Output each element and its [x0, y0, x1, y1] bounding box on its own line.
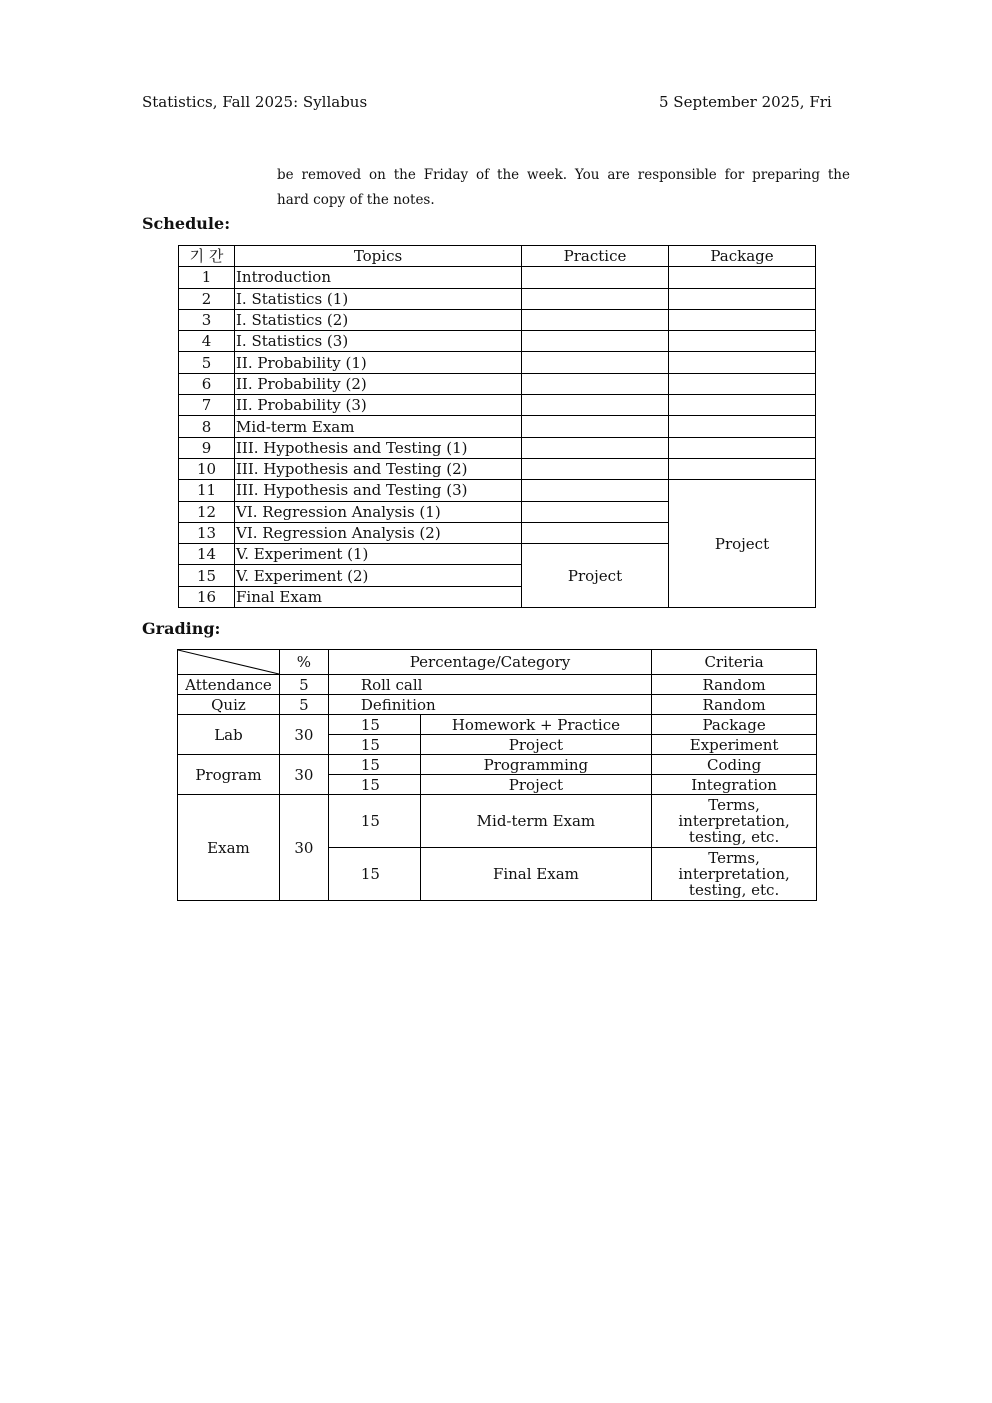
practice-cell — [522, 395, 669, 416]
week-number: 4 — [179, 331, 235, 352]
table-row — [179, 416, 816, 437]
week-topic: V. Experiment (2) — [235, 565, 522, 586]
week-topic: I. Statistics (1) — [235, 288, 522, 309]
exam-item-pct: 15 — [328, 795, 420, 848]
exam-label: Exam — [178, 795, 280, 901]
attendance-pct: 5 — [279, 675, 328, 695]
lab-label: Lab — [178, 715, 280, 755]
diagonal-corner-cell — [178, 650, 280, 675]
week-number: 9 — [179, 437, 235, 458]
exam-pct: 30 — [279, 795, 328, 901]
lab-item-category: Homework + Practice — [420, 715, 652, 735]
week-topic: I. Statistics (3) — [235, 331, 522, 352]
package-cell — [669, 288, 816, 309]
week-topic: Mid-term Exam — [235, 416, 522, 437]
week-topic: III. Hypothesis and Testing (2) — [235, 458, 522, 479]
practice-cell — [522, 480, 669, 501]
practice-cell — [522, 416, 669, 437]
criteria-line: testing, etc. — [688, 881, 780, 899]
attendance-label: Attendance — [178, 675, 280, 695]
exam-item-category: Mid-term Exam — [420, 795, 652, 848]
header-percent: % — [279, 650, 328, 675]
practice-cell — [522, 331, 669, 352]
practice-cell — [522, 309, 669, 330]
lab-item-category: Project — [420, 735, 652, 755]
program-item-category: Programming — [420, 755, 652, 775]
program-item-category: Project — [420, 775, 652, 795]
criteria-line: Terms, — [708, 849, 760, 867]
table-row — [179, 288, 816, 309]
practice-cell — [522, 288, 669, 309]
package-cell — [669, 331, 816, 352]
package-cell — [669, 267, 816, 288]
diagonal-line — [178, 650, 279, 674]
header-category: Percentage/Category — [328, 650, 651, 675]
practice-cell — [522, 373, 669, 394]
week-number: 5 — [179, 352, 235, 373]
week-topic: VI. Regression Analysis (2) — [235, 522, 522, 543]
header-criteria: Criteria — [652, 650, 817, 675]
schedule-table — [178, 245, 816, 608]
document-header-title: Statistics, Fall 2025: Syllabus — [142, 93, 368, 111]
program-item-criteria: Integration — [652, 775, 817, 795]
practice-cell — [522, 267, 669, 288]
week-topic: Final Exam — [235, 586, 522, 607]
lab-item-criteria: Experiment — [652, 735, 817, 755]
package-cell — [669, 352, 816, 373]
practice-project-cell: Project — [522, 544, 669, 608]
program-item-criteria: Coding — [652, 755, 817, 775]
package-cell — [669, 309, 816, 330]
week-number: 3 — [179, 309, 235, 330]
week-number: 10 — [179, 458, 235, 479]
table-row — [179, 352, 816, 373]
criteria-line: interpretation, — [678, 865, 790, 883]
schedule-heading: Schedule: — [142, 214, 231, 233]
table-row — [179, 267, 816, 288]
package-cell — [669, 373, 816, 394]
grading-table — [177, 649, 817, 901]
package-cell — [669, 437, 816, 458]
practice-cell — [522, 437, 669, 458]
practice-cell — [522, 501, 669, 522]
week-number: 11 — [179, 480, 235, 501]
document-header-date: 5 September 2025, Fri — [659, 93, 832, 111]
practice-cell — [522, 522, 669, 543]
intro-paragraph — [277, 163, 850, 213]
table-row — [179, 480, 816, 501]
week-topic: VI. Regression Analysis (1) — [235, 501, 522, 522]
table-row — [179, 331, 816, 352]
week-topic: II. Probability (2) — [235, 373, 522, 394]
intro-line-1: be removed on the Friday of the week. You are responsible for preparing the — [277, 167, 850, 183]
header-package: Package — [669, 246, 816, 267]
week-number: 14 — [179, 544, 235, 565]
table-row — [179, 458, 816, 479]
intro-line-2: hard copy of the notes. — [277, 192, 435, 208]
week-number: 2 — [179, 288, 235, 309]
exam-item-pct: 15 — [328, 848, 420, 901]
week-topic: III. Hypothesis and Testing (1) — [235, 437, 522, 458]
week-number: 8 — [179, 416, 235, 437]
exam-item-criteria — [652, 795, 817, 848]
table-row — [179, 437, 816, 458]
attendance-row — [178, 675, 817, 695]
criteria-line: Terms, — [708, 796, 760, 814]
schedule-header-row — [179, 246, 816, 267]
lab-pct: 30 — [279, 715, 328, 755]
package-cell — [669, 416, 816, 437]
criteria-line: testing, etc. — [688, 828, 780, 846]
quiz-label: Quiz — [178, 695, 280, 715]
exam-item-criteria — [652, 848, 817, 901]
practice-cell — [522, 458, 669, 479]
week-topic: II. Probability (3) — [235, 395, 522, 416]
program-item-pct: 15 — [328, 775, 420, 795]
grading-heading: Grading: — [142, 619, 221, 638]
quiz-category: Definition — [328, 695, 651, 715]
table-row — [179, 395, 816, 416]
lab-row-1 — [178, 715, 817, 735]
week-number: 16 — [179, 586, 235, 607]
quiz-pct: 5 — [279, 695, 328, 715]
header-period: 기 간 — [179, 246, 235, 267]
week-number: 13 — [179, 522, 235, 543]
week-topic: II. Probability (1) — [235, 352, 522, 373]
package-cell — [669, 395, 816, 416]
package-cell — [669, 458, 816, 479]
week-number: 1 — [179, 267, 235, 288]
week-number: 12 — [179, 501, 235, 522]
lab-item-criteria: Package — [652, 715, 817, 735]
program-row-1 — [178, 755, 817, 775]
lab-item-pct: 15 — [328, 715, 420, 735]
attendance-category: Roll call — [328, 675, 651, 695]
exam-item-category: Final Exam — [420, 848, 652, 901]
week-topic: Introduction — [235, 267, 522, 288]
week-number: 15 — [179, 565, 235, 586]
program-item-pct: 15 — [328, 755, 420, 775]
practice-cell — [522, 352, 669, 373]
table-row — [179, 373, 816, 394]
header-topics: Topics — [235, 246, 522, 267]
lab-item-pct: 15 — [328, 735, 420, 755]
package-project-cell: Project — [669, 480, 816, 608]
criteria-line: interpretation, — [678, 812, 790, 830]
program-label: Program — [178, 755, 280, 795]
header-practice: Practice — [522, 246, 669, 267]
week-topic: I. Statistics (2) — [235, 309, 522, 330]
week-number: 6 — [179, 373, 235, 394]
attendance-criteria: Random — [652, 675, 817, 695]
exam-row-1 — [178, 795, 817, 848]
quiz-row — [178, 695, 817, 715]
grading-header-row — [178, 650, 817, 675]
program-pct: 30 — [279, 755, 328, 795]
table-row — [179, 309, 816, 330]
week-topic: III. Hypothesis and Testing (3) — [235, 480, 522, 501]
week-number: 7 — [179, 395, 235, 416]
week-topic: V. Experiment (1) — [235, 544, 522, 565]
quiz-criteria: Random — [652, 695, 817, 715]
